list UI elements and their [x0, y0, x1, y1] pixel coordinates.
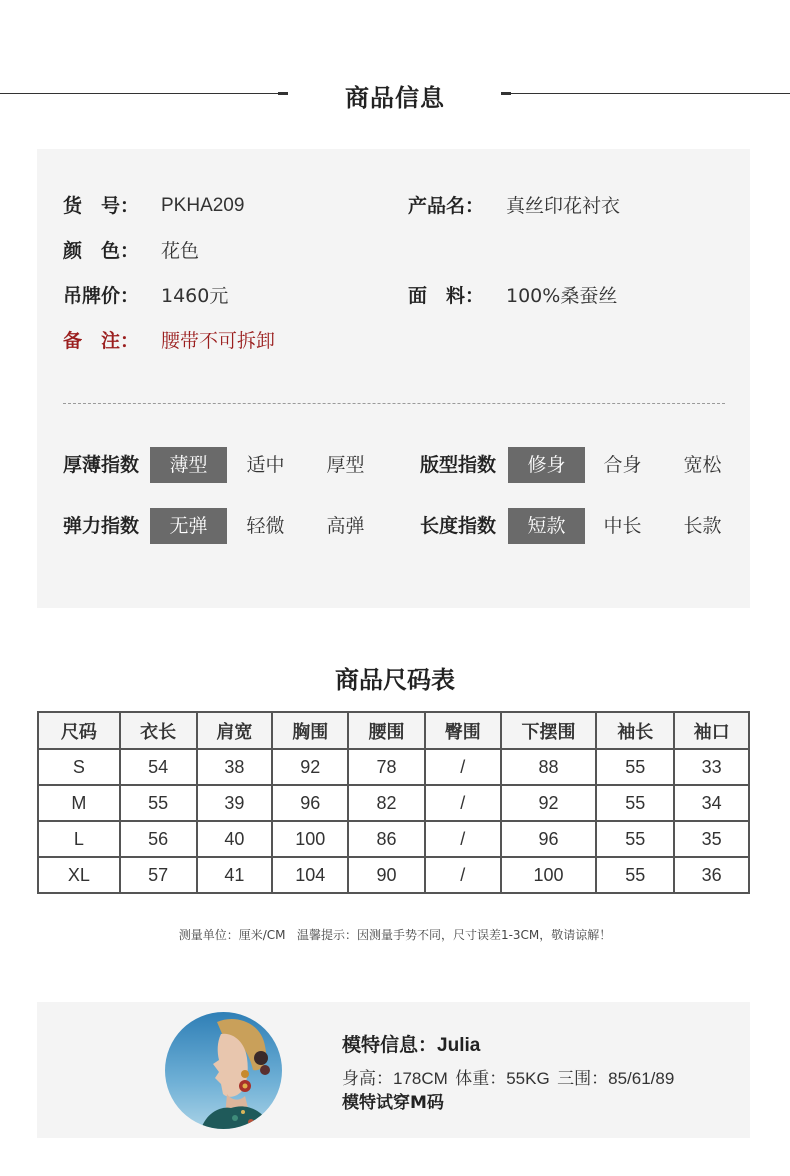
measurements-value: 85/61/89 [608, 1069, 675, 1088]
header-hem: 下摆围 [501, 712, 597, 749]
model-avatar [165, 1012, 282, 1129]
table-row [38, 857, 749, 893]
fabric-label: 面 料： [408, 285, 485, 307]
info-row-fabric [408, 283, 728, 309]
table-cell: 92 [272, 749, 348, 785]
table-cell: S [38, 749, 120, 785]
table-cell: 39 [197, 785, 273, 821]
fit-option-loose: 宽松 [683, 454, 722, 476]
size-chart-header-row [38, 712, 749, 749]
table-cell: 96 [501, 821, 597, 857]
table-cell: 55 [596, 857, 674, 893]
header-sleeve-length: 袖长 [596, 712, 674, 749]
header-length: 衣长 [120, 712, 197, 749]
remark-label: 备 注： [63, 330, 140, 352]
color-label: 颜 色： [63, 240, 140, 262]
elasticity-index-label: 弹力指数 [63, 515, 140, 537]
table-cell: 36 [674, 857, 749, 893]
table-cell: M [38, 785, 120, 821]
table-cell: / [425, 749, 501, 785]
header-waist: 腰围 [348, 712, 425, 749]
length-option-long: 长款 [683, 515, 722, 537]
table-row [38, 821, 749, 857]
header-dash-right [501, 92, 511, 95]
table-cell: L [38, 821, 120, 857]
model-name-row [342, 1030, 480, 1057]
model-info-panel [37, 1002, 750, 1138]
table-row [38, 749, 749, 785]
table-cell: / [425, 821, 501, 857]
table-cell: 100 [272, 821, 348, 857]
table-cell: 41 [197, 857, 273, 893]
fit-index-label: 版型指数 [420, 454, 497, 476]
elasticity-option-high: 高弹 [326, 515, 365, 537]
info-row-tag-price [63, 283, 383, 309]
elasticity-option-none: 无弹 [150, 508, 227, 544]
table-cell: 55 [596, 821, 674, 857]
measurements-label: 三围： [557, 1069, 609, 1089]
header-cuff: 袖口 [674, 712, 749, 749]
measurement-note: 测量单位：厘米/CM 温馨提示：因测量手势不同，尺寸误差1-3CM，敬请谅解！ [178, 928, 612, 942]
weight-value: 55KG [506, 1069, 550, 1088]
model-info-label: 模特信息： [342, 1034, 438, 1056]
item-no-value: PKHA209 [161, 195, 245, 216]
table-cell: 78 [348, 749, 425, 785]
header-size: 尺码 [38, 712, 120, 749]
height-label: 身高： [342, 1069, 393, 1089]
remark-value: 腰带不可拆卸 [161, 330, 276, 352]
table-cell: 35 [674, 821, 749, 857]
info-row-item-no [63, 193, 383, 219]
fit-option-regular: 合身 [603, 454, 642, 476]
section-header [0, 72, 790, 116]
weight-label: 体重： [455, 1069, 507, 1089]
table-cell: 55 [596, 749, 674, 785]
size-chart-title: 商品尺码表 [335, 666, 455, 694]
header-shoulder: 肩宽 [197, 712, 273, 749]
table-cell: 38 [197, 749, 273, 785]
size-chart-table [37, 711, 750, 894]
thickness-option-medium: 适中 [246, 454, 285, 476]
table-cell: 86 [348, 821, 425, 857]
info-row-product-name [408, 193, 728, 219]
model-name: Julia [437, 1035, 481, 1056]
thickness-index-label: 厚薄指数 [63, 454, 140, 476]
table-cell: / [425, 857, 501, 893]
product-name-value: 真丝印花衬衣 [506, 195, 621, 217]
item-no-label: 货 号： [63, 195, 140, 217]
table-cell: 104 [272, 857, 348, 893]
info-row-remark [63, 328, 383, 354]
table-cell: 88 [501, 749, 597, 785]
table-cell: 55 [120, 785, 197, 821]
elasticity-option-slight: 轻微 [246, 515, 285, 537]
table-cell: 33 [674, 749, 749, 785]
tag-price-label: 吊牌价： [63, 285, 140, 307]
thickness-option-thick: 厚型 [326, 454, 365, 476]
dotted-divider [63, 403, 725, 404]
model-portrait-image [165, 1012, 282, 1129]
tag-price-value: 1460元 [161, 285, 229, 307]
table-cell: 57 [120, 857, 197, 893]
header-hip: 臀围 [425, 712, 501, 749]
info-row-color [63, 238, 383, 264]
table-cell: 90 [348, 857, 425, 893]
product-info-panel [37, 149, 750, 608]
table-cell: 96 [272, 785, 348, 821]
table-row [38, 785, 749, 821]
color-value: 花色 [161, 240, 200, 262]
model-stats [342, 1064, 676, 1089]
header-divider-right [511, 93, 790, 94]
table-cell: 55 [596, 785, 674, 821]
table-cell: / [425, 785, 501, 821]
table-cell: 56 [120, 821, 197, 857]
table-cell: 100 [501, 857, 597, 893]
table-cell: 40 [197, 821, 273, 857]
table-cell: 34 [674, 785, 749, 821]
length-index-label: 长度指数 [420, 515, 497, 537]
height-value: 178CM [393, 1069, 448, 1088]
model-wear-size: 模特试穿M码 [342, 1093, 444, 1113]
thickness-option-thin: 薄型 [150, 447, 227, 483]
table-cell: 82 [348, 785, 425, 821]
table-cell: 92 [501, 785, 597, 821]
length-option-mid: 中长 [603, 515, 642, 537]
page-title: 商品信息 [345, 84, 445, 112]
product-name-label: 产品名： [408, 195, 485, 217]
table-cell: 54 [120, 749, 197, 785]
length-option-short: 短款 [508, 508, 585, 544]
table-cell: XL [38, 857, 120, 893]
header-bust: 胸围 [272, 712, 348, 749]
fit-option-slim: 修身 [508, 447, 585, 483]
fabric-value: 100%桑蚕丝 [506, 285, 618, 307]
